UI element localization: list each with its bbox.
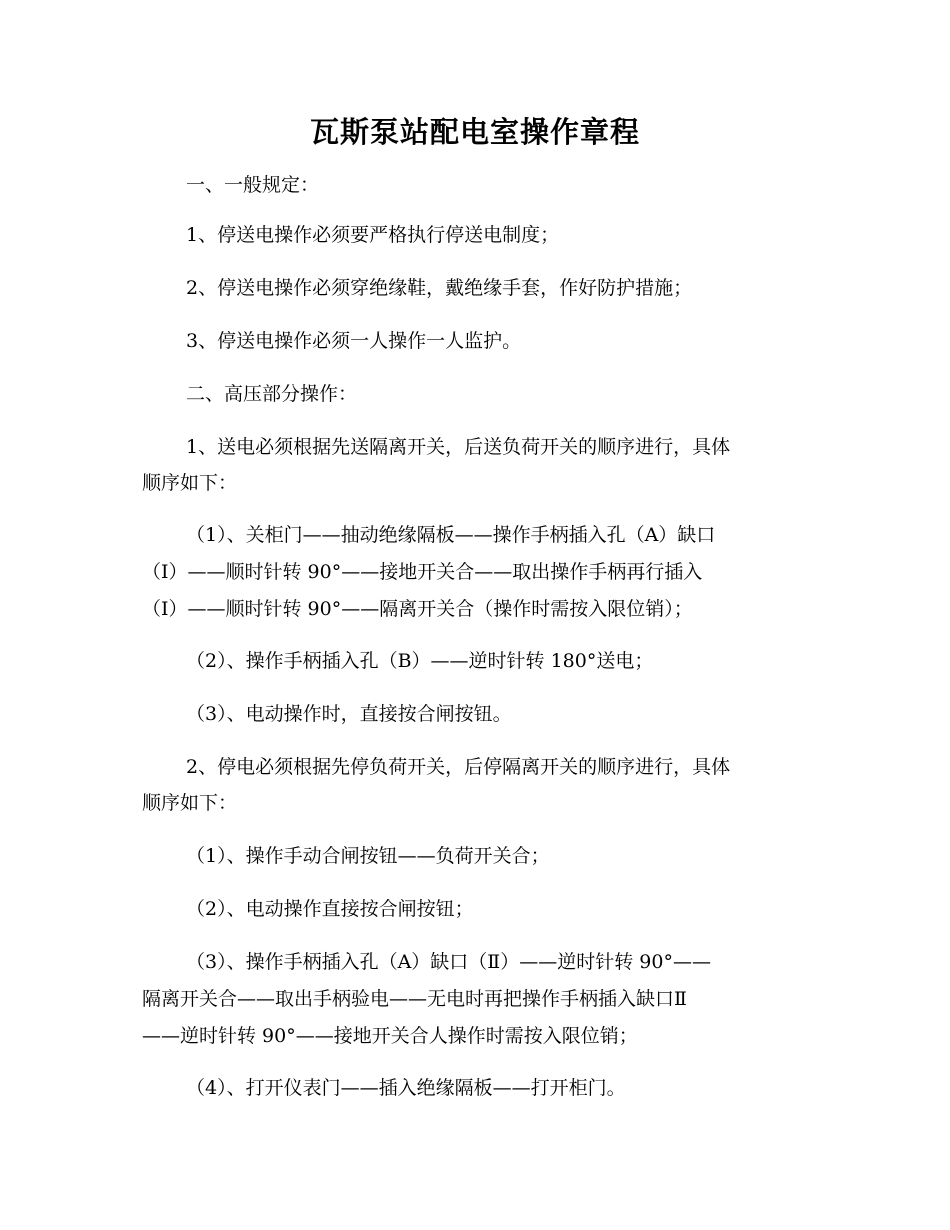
power-on-step-3: （3）、电动操作时，直接按合闸按钮。	[186, 703, 512, 725]
section-2-heading: 二、高压部分操作：	[186, 383, 358, 405]
section-1-item-3: 3、停送电操作必须一人操作一人监护。	[186, 330, 522, 352]
power-off-step-4: （4）、打开仪表门——插入绝缘隔板——打开柜门。	[186, 1077, 626, 1099]
power-off-step-3-line-2: 隔离开关合——取出手柄验电——无电时再把操作手柄插入缺口Ⅱ	[142, 988, 687, 1010]
power-on-rule-line-1: 1、送电必须根据先送隔离开关，后送负荷开关的顺序进行，具体	[186, 436, 731, 458]
power-on-step-1-line-1: （1）、关柜门——抽动绝缘隔板——操作手柄插入孔（A）缺口	[186, 524, 716, 546]
document-title: 瓦斯泵站配电室操作章程	[309, 115, 640, 149]
power-on-step-2: （2）、操作手柄插入孔（B）——逆时针转 180°送电；	[186, 650, 654, 672]
power-off-step-1: （1）、操作手动合闸按钮——负荷开关合；	[186, 845, 550, 867]
section-1-item-2: 2、停送电操作必须穿绝缘鞋，戴绝缘手套，作好防护措施；	[186, 277, 693, 299]
section-1-item-1: 1、停送电操作必须要严格执行停送电制度；	[186, 224, 560, 246]
power-on-rule-line-2: 顺序如下：	[142, 472, 238, 494]
power-off-rule-line-1: 2、停电必须根据先停负荷开关，后停隔离开关的顺序进行，具体	[186, 756, 731, 778]
power-off-step-3-line-1: （3）、操作手柄插入孔（A）缺口（Ⅱ）——逆时针转 90°——	[186, 951, 711, 973]
power-off-step-3-line-3: ——逆时针转 90°——接地开关合人操作时需按入限位销；	[142, 1025, 638, 1047]
power-on-step-1-line-3: （Ⅰ）——顺时针转 90°——隔离开关合（操作时需按入限位销）；	[142, 598, 693, 620]
power-off-rule-line-2: 顺序如下：	[142, 792, 238, 814]
section-1-heading: 一、一般规定：	[186, 174, 320, 196]
power-on-step-1-line-2: （Ⅰ）——顺时针转 90°——接地开关合——取出操作手柄再行插入	[142, 561, 703, 583]
power-off-step-2: （2）、电动操作直接按合闸按钮；	[186, 898, 474, 920]
